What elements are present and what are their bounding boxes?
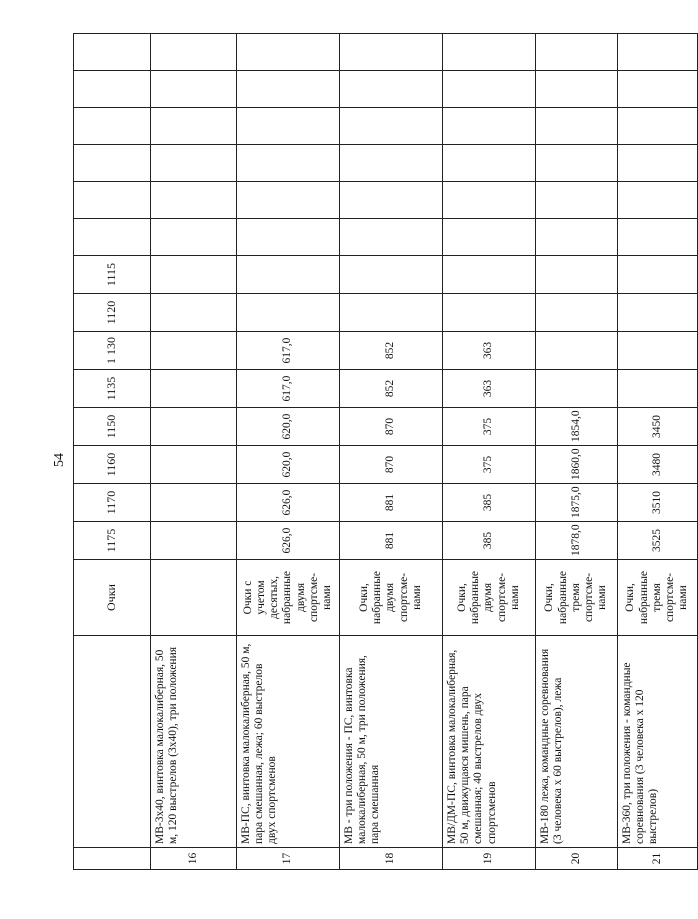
discipline-name: МВ/ДМ-ПС, винтовка малокалиберная, 50 м, движущаяся мишень, пара смешанная; 40 выстрелов двух спортсменов [443, 636, 536, 848]
unit-cell: Очки, набранные тремя спортсме-нами [536, 560, 618, 636]
value-cell: 3480 [618, 446, 698, 484]
value-cell [151, 484, 237, 522]
value-cell [151, 370, 237, 408]
page-number: 54 [52, 453, 67, 467]
table-row [151, 34, 237, 870]
discipline-name: МВ-180 лежа, командные соревнования (3 человека х 60 выстрелов), лежа [536, 636, 618, 848]
empty-cell [151, 34, 237, 71]
empty-cell [340, 34, 443, 71]
header-empty [74, 145, 151, 182]
value-cell [536, 332, 618, 370]
value-cell [536, 370, 618, 408]
header-empty [74, 34, 151, 71]
header-threshold: 1120 [74, 294, 151, 332]
header-threshold: 1115 [74, 256, 151, 294]
empty-cell [618, 219, 698, 256]
value-cell [536, 294, 618, 332]
row-number: 16 [151, 848, 237, 870]
value-cell: 375 [443, 446, 536, 484]
value-cell: 881 [340, 484, 443, 522]
discipline-name: МВ-ПС, винтовка малокалиберная, 50 м, пара смешанная, лежа; 60 выстрелов двух спортсменов [237, 636, 340, 848]
value-cell: 881 [340, 522, 443, 560]
value-cell [151, 256, 237, 294]
header-threshold: 1175 [74, 522, 151, 560]
empty-cell [151, 71, 237, 108]
unit-cell: Очки, набранные двумя спортсме-нами [340, 560, 443, 636]
value-cell [237, 256, 340, 294]
empty-cell [151, 108, 237, 145]
value-cell: 385 [443, 522, 536, 560]
empty-cell [340, 108, 443, 145]
empty-cell [340, 182, 443, 219]
empty-cell [618, 34, 698, 71]
value-cell [618, 294, 698, 332]
row-number: 17 [237, 848, 340, 870]
header-threshold: 1 130 [74, 332, 151, 370]
unit-cell: Очки с учетом десятых, набранные двумя спортсме-нами [237, 560, 340, 636]
row-number: 20 [536, 848, 618, 870]
header-empty [74, 108, 151, 145]
value-cell: 3510 [618, 484, 698, 522]
empty-cell [340, 71, 443, 108]
value-cell [443, 294, 536, 332]
empty-cell [237, 71, 340, 108]
value-cell [536, 256, 618, 294]
empty-cell [618, 71, 698, 108]
table-row [536, 34, 618, 870]
empty-cell [151, 182, 237, 219]
value-cell: 620,0 [237, 408, 340, 446]
empty-cell [237, 219, 340, 256]
empty-cell [443, 145, 536, 182]
header-unit-cell: Очки [74, 560, 151, 636]
value-cell [618, 370, 698, 408]
value-cell: 620,0 [237, 446, 340, 484]
empty-cell [237, 145, 340, 182]
value-cell [443, 256, 536, 294]
empty-cell [443, 182, 536, 219]
header-empty [74, 182, 151, 219]
header-empty [74, 219, 151, 256]
empty-cell [151, 219, 237, 256]
empty-cell [237, 34, 340, 71]
empty-cell [340, 219, 443, 256]
unit-cell: Очки, набранные тремя спортсме-нами [618, 560, 698, 636]
empty-cell [618, 182, 698, 219]
value-cell: 363 [443, 370, 536, 408]
empty-cell [536, 34, 618, 71]
value-cell [151, 522, 237, 560]
empty-cell [151, 145, 237, 182]
row-number: 21 [618, 848, 698, 870]
table-row [340, 34, 443, 870]
value-cell: 626,0 [237, 522, 340, 560]
empty-cell [536, 145, 618, 182]
value-cell [340, 256, 443, 294]
value-cell: 385 [443, 484, 536, 522]
value-cell: 1875,0 [536, 484, 618, 522]
empty-cell [443, 108, 536, 145]
table-row [618, 34, 698, 870]
discipline-name: МВ-3х40, винтовка малокалиберная, 50 м, 120 выстрелов (3х40), три положения [151, 636, 237, 848]
unit-cell [151, 560, 237, 636]
empty-cell [340, 145, 443, 182]
value-cell: 617,0 [237, 370, 340, 408]
value-cell: 852 [340, 332, 443, 370]
value-cell: 3450 [618, 408, 698, 446]
unit-cell: Очки, набранные двумя спортсме-нами [443, 560, 536, 636]
header-empty [74, 71, 151, 108]
empty-cell [443, 71, 536, 108]
value-cell: 852 [340, 370, 443, 408]
value-cell: 1860,0 [536, 446, 618, 484]
qualification-table [73, 33, 698, 870]
discipline-name: МВ-360, три положения - командные соревнования (3 человека х 120 выстрелов) [618, 636, 698, 848]
empty-cell [536, 71, 618, 108]
empty-cell [618, 145, 698, 182]
value-cell: 617,0 [237, 332, 340, 370]
header-threshold: 1160 [74, 446, 151, 484]
header-num-cell [74, 848, 151, 870]
value-cell: 1878,0 [536, 522, 618, 560]
value-cell [237, 294, 340, 332]
empty-cell [536, 108, 618, 145]
table-row [443, 34, 536, 870]
value-cell [618, 256, 698, 294]
value-cell: 1854,0 [536, 408, 618, 446]
empty-cell [536, 219, 618, 256]
empty-cell [237, 108, 340, 145]
value-cell: 375 [443, 408, 536, 446]
value-cell [151, 446, 237, 484]
row-number: 18 [340, 848, 443, 870]
empty-cell [618, 108, 698, 145]
value-cell: 363 [443, 332, 536, 370]
discipline-name: МВ - три положения - ПС, винтовка малокалиберная, 50 м, три положения, пара смешанная [340, 636, 443, 848]
header-threshold: 1150 [74, 408, 151, 446]
value-cell [340, 294, 443, 332]
table-row [237, 34, 340, 870]
header-name-cell [74, 636, 151, 848]
value-cell: 626,0 [237, 484, 340, 522]
value-cell: 870 [340, 408, 443, 446]
header-row [74, 34, 151, 870]
row-number: 19 [443, 848, 536, 870]
rotated-table-container [73, 48, 690, 870]
empty-cell [443, 219, 536, 256]
value-cell: 870 [340, 446, 443, 484]
value-cell [151, 294, 237, 332]
empty-cell [443, 34, 536, 71]
value-cell [618, 332, 698, 370]
value-cell: 3525 [618, 522, 698, 560]
header-threshold: 1135 [74, 370, 151, 408]
empty-cell [536, 182, 618, 219]
empty-cell [237, 182, 340, 219]
value-cell [151, 332, 237, 370]
header-threshold: 1170 [74, 484, 151, 522]
value-cell [151, 408, 237, 446]
